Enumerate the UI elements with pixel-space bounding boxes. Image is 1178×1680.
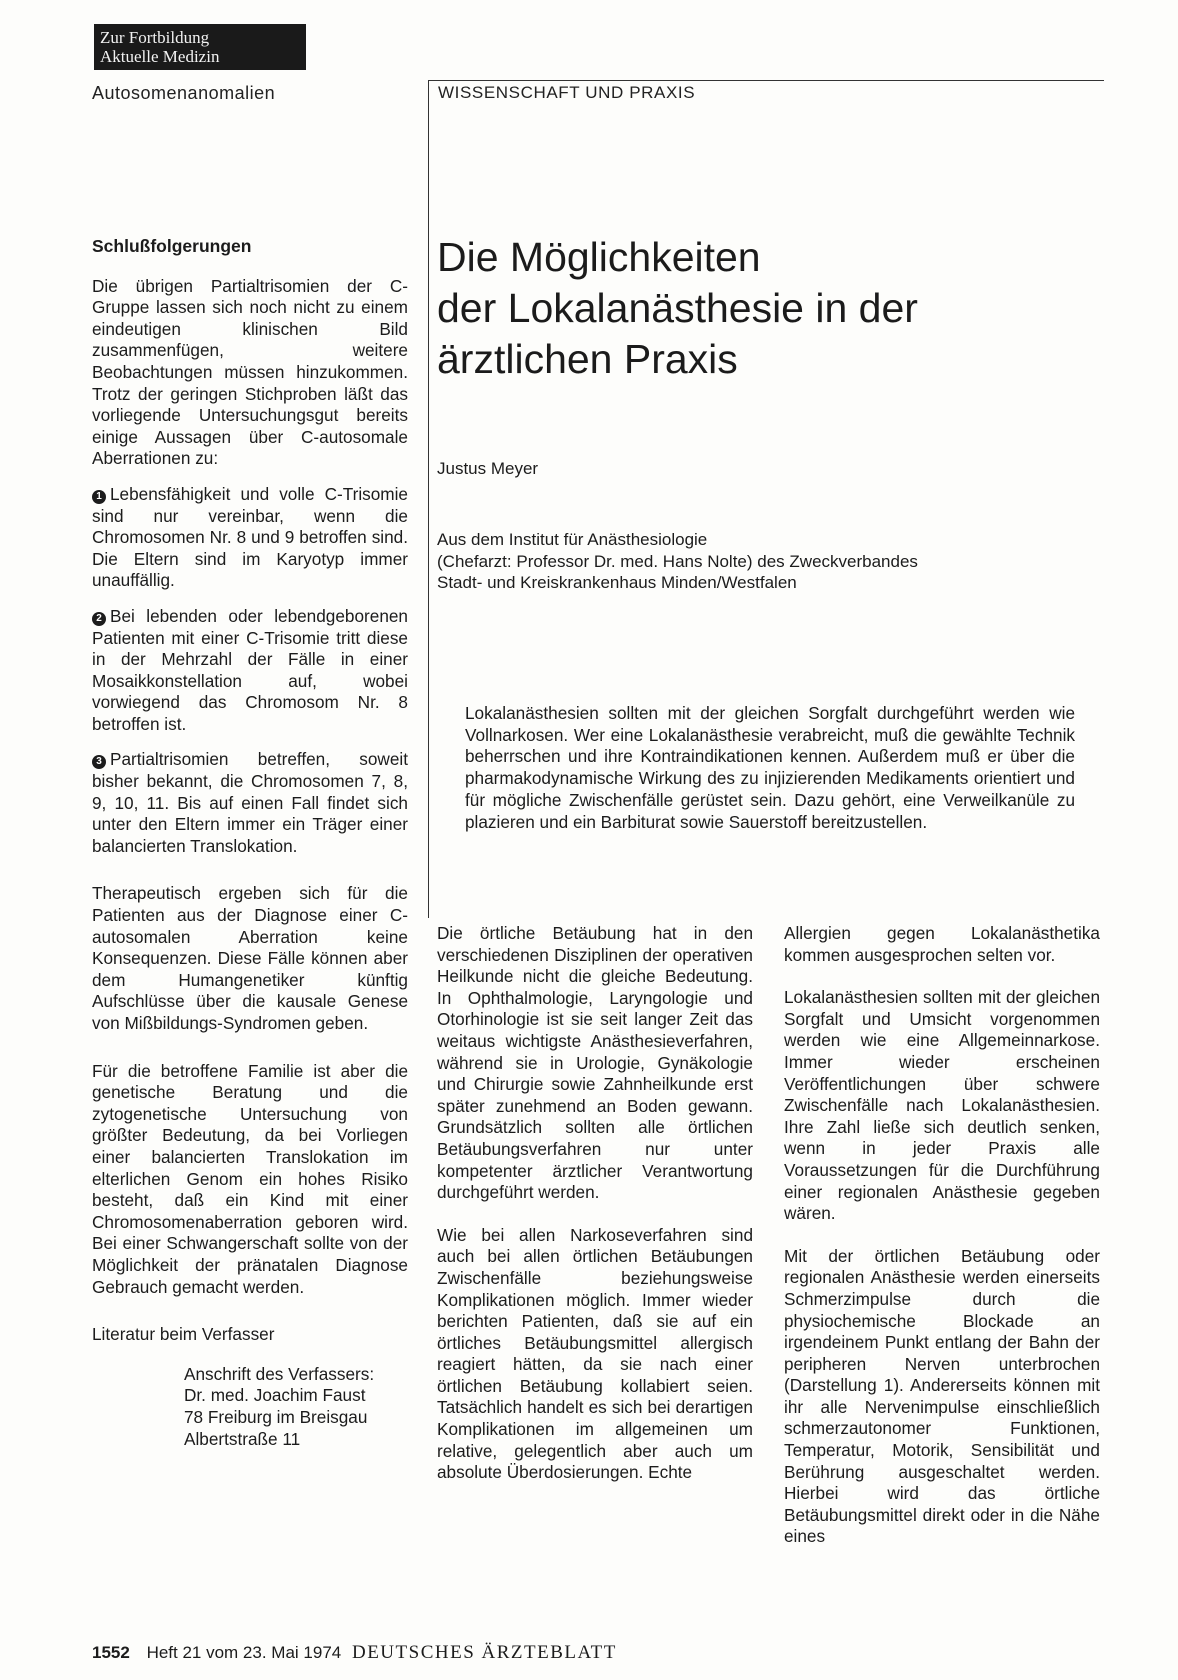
address-line: Dr. med. Joachim Faust [184, 1385, 366, 1406]
address-line: Anschrift des Verfassers: [184, 1363, 375, 1384]
title-line: ärztlichen Praxis [437, 336, 738, 382]
issue-info: Heft 21 vom 23. Mai 1974 [146, 1643, 342, 1662]
header-rule [428, 80, 1104, 81]
body-paragraph: Die örtliche Betäubung hat in den verschiedenen Disziplinen der operativen Heilkunde nicht die gleiche Bedeutung. In Ophthalmologie, Laryngologie und Otorhinologie ist sie seit langer Zeit das weitaus wichtigste Anästhesieverfahren, während sie in Urologie, Gynäkologie und Chirurgie sowie Zahnheilkunde erst später zunehmend an Boden gewann. Grundsätzlich sollten alle örtlichen Betäubungsverfahren nur unter kompetenter ärztlicher Verantwortung durchgeführt werden. [437, 923, 753, 1203]
article-author: Justus Meyer [437, 459, 539, 478]
point-1-text: Lebensfähigkeit und volle C-Trisomie sind nur vereinbar, wenn die Chromosomen Nr. 8 und 9 betroffen sind. Die Eltern sind im Karyotyp immer unauffällig. [92, 483, 408, 591]
page-number: 1552 [92, 1643, 130, 1662]
badge-line-2: Aktuelle Medizin [100, 47, 220, 66]
body-paragraph: Lokalanästhesien sollten mit der gleichen Sorgfalt und Umsicht vorgenommen werden wie eine Allgemeinnarkose. Immer wieder erscheinen Veröffentlichungen über schwere Zwischenfälle nach Lokalanästhesien. Ihre Zahl ließe sich deutlich senken, wenn in jeder Praxis alle Voraussetzungen für die Durchführung einer regionalen Anästhesie gegeben wären. [784, 987, 1100, 1224]
badge-line-1: Zur Fortbildung [100, 28, 210, 47]
journal-name: DEUTSCHES ÄRZTEBLATT [351, 1642, 617, 1663]
point-2-text: Bei lebenden oder lebendgeborenen Patienten mit einer C-Trisomie tritt diese in der Mehrzahl der Fälle in einer Mosaikkonstellation auf, wobei vorwiegend das Chromosom Nr. 8 betroffen ist. [92, 605, 408, 734]
point-3 [92, 749, 408, 857]
middle-column [437, 923, 753, 1505]
therapy-paragraph: Therapeutisch ergeben sich für die Patienten aus der Diagnose einer C-autosomalen Aberration keine Konsequenzen. Diese Fälle können aber dem Humangenetiker künftig Aufschlüsse über die kausale Genese von Mißbildungs-Syndromen geben. [92, 883, 408, 1033]
title-line: Die Möglichkeiten [437, 234, 761, 280]
point-1 [92, 484, 408, 592]
conclusions-heading: Schlußfolgerungen [92, 236, 252, 256]
running-head-left: Autosomenanomalien [92, 83, 276, 103]
literature-note: Literatur beim Verfasser [92, 1324, 275, 1345]
section-badge [94, 24, 306, 70]
author-address [184, 1364, 408, 1450]
title-line: der Lokalanästhesie in der [437, 285, 918, 331]
point-1-marker: 1 [92, 490, 106, 504]
point-2-marker: 2 [92, 612, 106, 626]
left-column [92, 236, 408, 1450]
affiliation-line: Stadt- und Kreiskrankenhaus Minden/Westfalen [437, 573, 797, 592]
body-paragraph: Mit der örtlichen Betäubung oder regionalen Anästhesie werden einerseits Schmerzimpulse durch die physiochemische Blockade an irgendeinem Punkt entlang der Bahn der peripheren Nerven unterbrochen (Darstellung 1). Andererseits können mit ihr alle Nervenimpulse einschließlich schmerzautonomer Funktionen, Temperatur, Motorik, Sensibilität und Berührung ausgeschaltet werden. Hierbei wird das örtliche Betäubungsmittel direkt oder in die Nähe eines [784, 1245, 1100, 1547]
address-line: 78 Freiburg im Breisgau [184, 1406, 368, 1427]
body-paragraph: Allergien gegen Lokalanästhetika kommen ausgesprochen selten vor. [784, 923, 1100, 965]
family-paragraph: Für die betroffene Familie ist aber die genetische Beratung und die zytogenetische Untersuchung von größter Bedeutung, da bei Vorliegen einer balancierten Translokation im elterlichen Genom ein hohes Risiko besteht, daß ein Kind mit einer Chromosomenaberration geboren wird. Bei einer Schwangerschaft sollte von der Möglichkeit der pränatalen Diagnose Gebrauch gemacht werden. [92, 1060, 408, 1297]
article-affiliation [437, 529, 1097, 594]
body-paragraph: Wie bei allen Narkoseverfahren sind auch bei allen örtlichen Betäubungen Zwischenfälle beziehungsweise Komplikationen möglich. Immer wieder berichten Patienten, daß sie auf ein örtliches Betäubungsmittel allergisch reagiert hätten, da sie nach einer örtlichen Betäubung kollabiert seien. Tatsächlich handelt es sich bei derartigen Komplikationen im allgemeinen um relative, gelegentlich aber auch um absolute Überdosierungen. Echte [437, 1224, 753, 1483]
address-line: Albertstraße 11 [184, 1428, 301, 1449]
conclusions-intro: Die übrigen Partialtrisomien der C-Gruppe lassen sich noch nicht zu einem eindeutigen klinischen Bild zusammenfügen, weitere Beobachtungen müssen hinzukommen. Trotz der geringen Stichproben läßt das vorliegende Untersuchungsgut bereits einige Aussagen über C-autosomale Aberrationen zu: [92, 275, 408, 469]
running-head-right: WISSENSCHAFT UND PRAXIS [438, 83, 696, 102]
page-footer [92, 1642, 617, 1664]
column-divider [428, 80, 429, 918]
right-column [784, 923, 1100, 1569]
point-3-text: Partialtrisomien betreffen, soweit bisher bekannt, die Chromosomen 7, 8, 9, 10, 11. Bis auf einen Fall findet sich unter den Eltern immer ein Träger einer balancierten Translokation. [92, 749, 408, 856]
article-title [437, 232, 1097, 385]
article-abstract: Lokalanästhesien sollten mit der gleichen Sorgfalt durchgeführt werden wie Vollnarkosen. Wer eine Lokalanästhesie verabreicht, muß die gewählte Technik beherrschen und ihre Kontraindikationen kennen. Außerdem muß er über die pharmakodynamische Wirkung des zu injizierenden Medikaments orientiert und für mögliche Zwischenfälle gerüstet sein. Dazu gehört, eine Verweilkanüle zu plazieren und ein Barbiturat sowie Sauerstoff bereitzustellen. [465, 703, 1075, 832]
point-3-marker: 3 [92, 755, 106, 769]
point-2 [92, 606, 408, 736]
affiliation-line: (Chefarzt: Professor Dr. med. Hans Nolte) des Zweckverbandes [437, 551, 918, 571]
affiliation-line: Aus dem Institut für Anästhesiologie [437, 530, 708, 549]
